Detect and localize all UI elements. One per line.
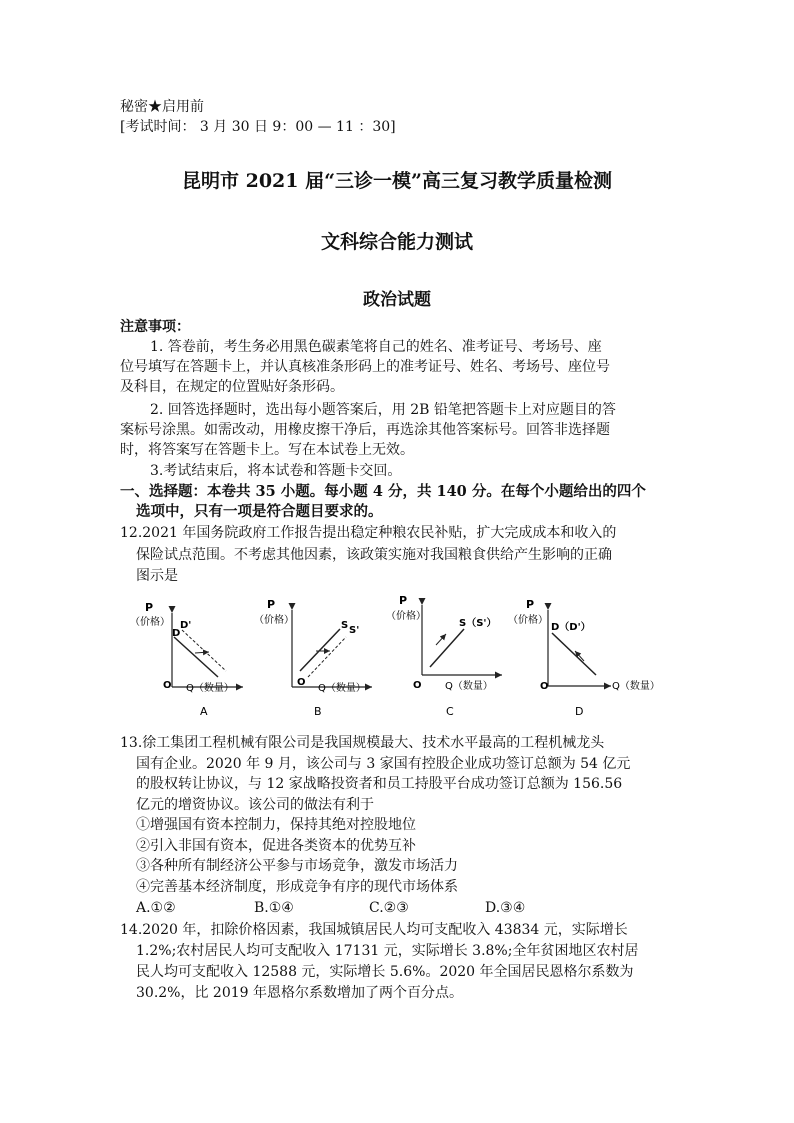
graph-curve-label: S <box>341 620 349 631</box>
graph-origin-label: O <box>297 677 306 688</box>
q13-item: ②引入非国有资本，促进各类资本的优势互补 <box>136 838 416 854</box>
graph-a <box>130 601 243 718</box>
graph-p-label: P <box>145 601 154 614</box>
part1-heading: 一、选择题：本卷共 35 小题。每小题 4 分，共 140 分。在每个小题给出的四个 <box>120 483 646 500</box>
graph-price-label: （价格） <box>130 617 170 628</box>
graph-letter: B <box>314 705 322 718</box>
part1-heading-cont: 选项中，只有一项是符合题目要求的。 <box>136 503 383 520</box>
graph-p-label: P <box>399 595 408 607</box>
q14-stem: 民人均可支配收入 12588 元，实际增长 5.6%。2020 年全国居民恩格尔系数为 <box>136 964 634 980</box>
graph-curve-label: D <box>172 628 181 639</box>
notice-line: 位号填写在答题卡上，并认真核准条形码上的准考证号、姓名、考场号、座位号 <box>120 359 610 375</box>
exam-title: 昆明市 2021 届“三诊一模”高三复习教学质量检测 <box>182 170 612 192</box>
graph-price-label: （价格） <box>508 615 548 626</box>
graph-letter: D <box>575 705 584 718</box>
q12-stem: 12.2021 年国务院政府工作报告提出稳定种粮农民补贴，扩大完成成本和收入的 <box>120 525 617 541</box>
graph-b <box>254 598 372 718</box>
secret-label: 秘密★启用前 <box>120 99 204 115</box>
notice-line: 及科目，在规定的位置贴好条形码。 <box>120 379 344 395</box>
graph-origin-label: O <box>540 681 549 692</box>
q13-option-c: C.②③ <box>369 900 409 916</box>
section-title: 政治试题 <box>363 290 431 310</box>
graph-price-label: （价格） <box>254 615 294 626</box>
graph-q-label: Q（数量） <box>186 683 234 694</box>
graph-q-label: Q（数量） <box>612 681 660 692</box>
notice-heading: 注意事项： <box>120 319 190 335</box>
notice-line: 案标号涂黑。如需改动，用橡皮擦干净后，再选涂其他答案标号。回答非选择题 <box>120 422 610 438</box>
notice-line: 3.考试结束后，将本试卷和答题卡交回。 <box>150 463 402 479</box>
graph-letter: C <box>446 705 454 718</box>
graph-curve-label: S（S'） <box>459 618 497 629</box>
graph-curve-label: D（D'） <box>551 622 591 633</box>
q13-item: ④完善基本经济制度，形成竞争有序的现代市场体系 <box>136 879 458 895</box>
graph-curve-label: S' <box>349 625 360 636</box>
graph-q-label: Q（数量） <box>445 681 493 692</box>
graph-curve-label: D' <box>180 620 192 631</box>
q13-stem: 的股权转让协议，与 12 家战略投资者和员工持股平台成功签订总额为 156.56 <box>136 776 623 792</box>
graph-price-label: （价格） <box>386 611 426 622</box>
q13-option-b: B.①④ <box>254 900 294 916</box>
q12-graphs <box>0 595 794 725</box>
graph-p-label: P <box>526 598 535 611</box>
q13-option-d: D.③④ <box>485 900 526 916</box>
q13-stem: 13.徐工集团工程机械有限公司是我国规模最大、技术水平最高的工程机械龙头 <box>120 735 605 751</box>
q13-option-a: A.①② <box>136 900 176 916</box>
notice-line: 1. 答卷前，考生务必用黑色碳素笔将自己的姓名、准考证号、考场号、座 <box>150 339 602 355</box>
q12-stem: 保险试点范围。不考虑其他因素，该政策实施对我国粮食供给产生影响的正确 <box>136 547 612 563</box>
q14-stem: 1.2%;农村居民人均可支配收入 17131 元，实际增长 3.8%;全年贫困地区农村居 <box>136 943 639 959</box>
graph-c <box>386 595 502 718</box>
exam-subtitle: 文科综合能力测试 <box>320 231 473 253</box>
exam-time: [考试时间： 3 月 30 日 9：00 — 11 ：30] <box>120 119 396 135</box>
q14-stem: 30.2%，比 2019 年恩格尔系数增加了两个百分点。 <box>136 985 464 1001</box>
graph-d <box>508 598 660 718</box>
graph-origin-label: O <box>413 680 422 691</box>
q12-stem: 图示是 <box>136 568 178 584</box>
notice-line: 时，将答案写在答题卡上。写在本试卷上无效。 <box>120 442 414 458</box>
q13-stem: 亿元的增资协议。该公司的做法有利于 <box>136 797 374 813</box>
q13-item: ①增强国有资本控制力，保持其绝对控股地位 <box>136 817 416 833</box>
graph-q-label: Q（数量） <box>318 683 366 694</box>
q13-stem: 国有企业。2020 年 9 月，该公司与 3 家国有控股企业成功签订总额为 54 亿元 <box>136 756 631 772</box>
q13-item: ③各种所有制经济公平参与市场竞争，激发市场活力 <box>136 858 458 874</box>
q14-stem: 14.2020 年，扣除价格因素，我国城镇居民人均可支配收入 43834 元，实际增长 <box>120 922 628 938</box>
notice-line: 2. 回答选择题时，选出每小题答案后，用 2B 铅笔把答题卡上对应题目的答 <box>150 402 616 418</box>
graph-letter: A <box>200 705 208 718</box>
graph-origin-label: O <box>163 680 172 691</box>
graph-p-label: P <box>267 598 276 611</box>
